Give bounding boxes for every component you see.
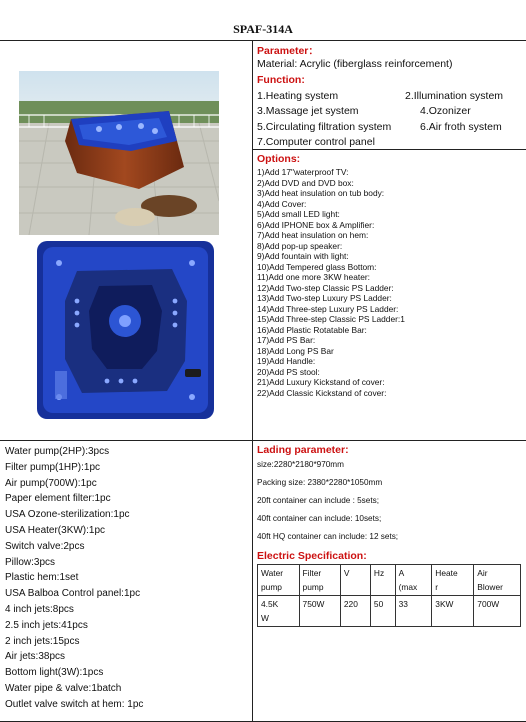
option-item: 2)Add DVD and DVD box: (257, 177, 354, 188)
component-item: Paper element filter:1pc (5, 493, 111, 505)
function-item: 5.Circulating filtration system (257, 121, 392, 133)
function-item: 2.Illumination system (405, 90, 504, 102)
parameter-heading: Parameter： (257, 45, 319, 57)
option-item: 4)Add Cover: (257, 198, 307, 209)
spec-value-cell: 4.5K W (258, 596, 300, 627)
option-item: 21)Add Luxury Kickstand of cover: (257, 377, 385, 387)
option-item: 13)Add Two-step Luxury PS Ladder: (257, 293, 392, 303)
options-list (257, 167, 523, 398)
option-item: 20)Add PS stool: (257, 366, 320, 377)
component-item: Outlet valve switch at hem: 1pc (5, 698, 144, 710)
option-item: 12)Add Two-step Classic PS Ladder: (257, 282, 394, 293)
component-item: 2 inch jets:15pcs (5, 635, 80, 647)
component-item: Air jets:38pcs (5, 651, 66, 663)
spec-header-cell: Water pump (258, 565, 300, 596)
option-item: 11)Add one more 3KW heater: (257, 272, 370, 282)
lading-item: size:2280*2180*970mm (257, 460, 344, 469)
function-item: 4.Ozonizer (420, 105, 471, 117)
tub-top-view (37, 241, 214, 419)
component-item: Filter pump(1HP):1pc (5, 461, 101, 473)
option-item: 17)Add PS Bar: (257, 335, 316, 345)
function-item: 6.Air froth system (420, 121, 502, 133)
spec-header-cell: Filter pump (299, 565, 340, 596)
spec-value-row (258, 596, 521, 627)
product-title: SPAF-314A (233, 22, 293, 36)
spec-value-cell: 220 (340, 596, 370, 627)
spec-header-cell: Hz (370, 565, 395, 596)
options-heading: Options: (257, 153, 301, 165)
option-item: 22)Add Classic Kickstand of cover: (257, 387, 387, 398)
component-item: Air pump(700W):1pc (5, 477, 97, 489)
lading-item: 20ft container can include : 5sets; (257, 496, 379, 505)
lading-item: Packing size: 2380*2280*1050mm (257, 478, 383, 487)
middle-divider (0, 440, 526, 441)
component-item: 4 inch jets:8pcs (5, 603, 74, 615)
component-item: Plastic hem:1set (5, 572, 79, 584)
function-item: 7.Computer control panel (257, 136, 375, 148)
spec-value-cell: 3KW (432, 596, 474, 627)
components-list (5, 444, 249, 713)
lading-list (257, 456, 522, 546)
component-item: Water pump(2HP):3pcs (5, 446, 110, 457)
component-item: USA Heater(3KW):1pc (5, 524, 106, 536)
option-item: 18)Add Long PS Bar (257, 345, 334, 356)
column-divider (252, 40, 253, 722)
component-item: USA Balboa Control panel:1pc (5, 588, 141, 600)
option-item: 8)Add pop-up speaker: (257, 240, 343, 251)
electric-spec-table (257, 564, 521, 627)
option-item: 16)Add Plastic Rotatable Bar: (257, 324, 367, 335)
function-heading: Function: (257, 74, 305, 86)
spec-value-cell: 50 (370, 596, 395, 627)
spec-header-row (258, 565, 521, 596)
spec-header-cell: A (max (395, 565, 432, 596)
component-item: USA Ozone-sterilization:1pc (5, 509, 130, 521)
spec-value-cell: 33 (395, 596, 432, 627)
option-item: 19)Add Handle: (257, 356, 316, 366)
option-item: 6)Add IPHONE box & Amplifier: (257, 219, 375, 230)
function-item: 3.Massage jet system (257, 105, 359, 117)
lading-heading: Lading parameter: (257, 444, 349, 456)
component-item: Water pipe & valve:1batch (5, 682, 122, 694)
component-item: Bottom light(3W):1pcs (5, 667, 104, 679)
option-item: 14)Add Three-step Luxury PS Ladder: (257, 303, 399, 314)
spec-value-cell: 700W (474, 596, 521, 627)
option-item: 7)Add heat insulation on hem: (257, 230, 369, 240)
spec-header-cell: Air Blower (474, 565, 521, 596)
top-divider (0, 40, 526, 41)
function-item: 1.Heating system (257, 90, 339, 102)
component-item: Pillow:3pcs (5, 556, 56, 568)
option-item: 10)Add Tempered glass Bottom: (257, 261, 377, 272)
material-text: Material: Acrylic (fiberglass reinforcement) (257, 58, 453, 70)
option-item: 9)Add fountain with light: (257, 251, 349, 261)
electric-heading: Electric Specification: (257, 550, 367, 562)
spec-value-cell: 750W (299, 596, 340, 627)
lading-item: 40ft HQ container can include: 12 sets; (257, 532, 399, 541)
option-item: 3)Add heat insulation on tub body: (257, 188, 385, 198)
option-item: 15)Add Three-step Classic PS Ladder:1 (257, 314, 405, 324)
option-item: 5)Add small LED light: (257, 209, 340, 219)
component-item: Switch valve:2pcs (5, 540, 85, 552)
lading-item: 40ft container can include: 10sets; (257, 514, 382, 523)
spec-header-cell: Heate r (432, 565, 474, 596)
hot-tub-photo (19, 71, 219, 235)
spec-header-cell: V (340, 565, 370, 596)
component-item: 2.5 inch jets:41pcs (5, 619, 88, 631)
option-item: 1)Add 17"waterproof TV: (257, 167, 349, 177)
